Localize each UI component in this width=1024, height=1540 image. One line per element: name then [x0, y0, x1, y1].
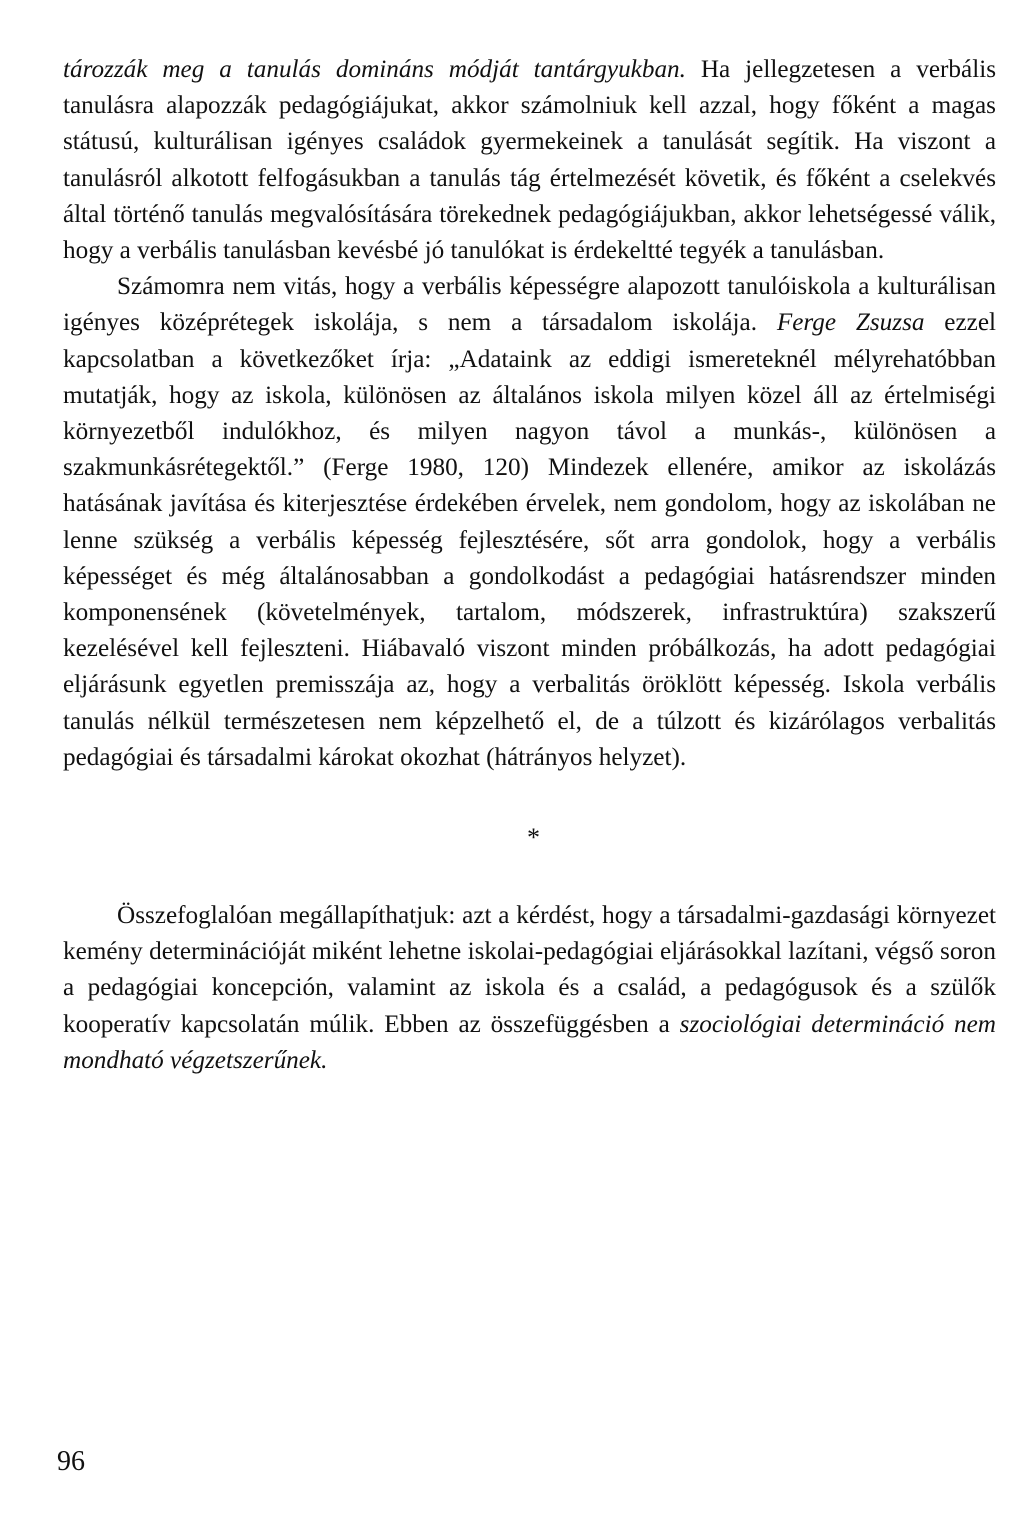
author-name: Ferge Zsuzsa: [776, 309, 925, 337]
italic-conclusion: szociológiai determináció nem mondható végzetszerűnek.: [63, 1010, 996, 1074]
paragraph-1: [63, 52, 996, 269]
page-number: 96: [57, 1446, 85, 1477]
italic-phrase: tározzák meg a tanulás domináns módját tantárgyukban.: [63, 56, 686, 83]
paragraph-text: ezzel kapcsolatban a következőket írja: „Adataink az eddigi ismereteknél mélyrehatóbban mutatják, hogy az iskola, különösen az általános iskola milyen közel áll az értelmiségi környezetből indulókhoz, és milyen nagyon távol a munkás-, különösen a szakmunkásrétegektől.” (Ferge 1980, 120) Mindezek ellenére, amikor az iskolázás hatásának javítása és kiterjesztése érdekében érvelek, nem gondolom, hogy az iskolában ne lenne szükség a verbális képesség fejlesztésére, sőt arra gondolok, hogy a verbális képességet és még általánosabban a gondolkodást a pedagógiai hatásrendszer minden komponensének (követelmények, tartalom, módszerek, infrastruktúra) szakszerű kezelésével kell fejleszteni. Hiábavaló viszont minden próbálkozás, ha adott pedagógiai eljárásunk egyetlen premisszája az, hogy a verbalitás öröklött képesség. Iskola verbális tanulás nélkül természetesen nem képzelhető el, de a túlzott és kizárólagos verbalitás pedagógiai és társadalmi károkat okozhat (hátrányos helyzet).: [63, 309, 996, 771]
paragraph-text: Összefoglalóan megállapíthatjuk: azt a kérdést, hogy a társadalmi-gazdasági környezet kemény determinációját miként lehetne iskolai-pedagógiai eljárásokkal lazítani, végső soron a pedagógiai koncepción, valamint az iskola és a család, a pedagógusok és a szülők kooperatív kapcsolatán múlik. Ebben az összefüggésben a: [63, 902, 996, 1038]
page-body: [63, 52, 996, 1079]
paragraph-text: Ha jellegzetesen a verbális tanulásra alapozzák pedagógiájukat, akkor számolniuk kell azzal, hogy főként a magas státusú, kulturálisan igényes családok gyermekeinek a tanulását segítik. Ha viszont a tanulásról alkotott felfogásukban a tanulás tág értelmezését követik, és főként a cselekvés által történő tanulás megvalósítására törekednek pedagógiájukban, akkor lehetségessé válik, hogy a verbális tanulásban kevésbé jó tanulókat is érdekeltté tegyék a tanulásban.: [63, 56, 996, 265]
section-separator: *: [527, 823, 540, 853]
paragraph-text: Számomra nem vitás, hogy a verbális képességre alapozott tanulóiskola a kulturálisan igényes középrétegek iskolája, s nem a társadalom iskolája.: [63, 273, 996, 337]
paragraph-2: [63, 269, 996, 776]
paragraph-3: [63, 898, 996, 1079]
